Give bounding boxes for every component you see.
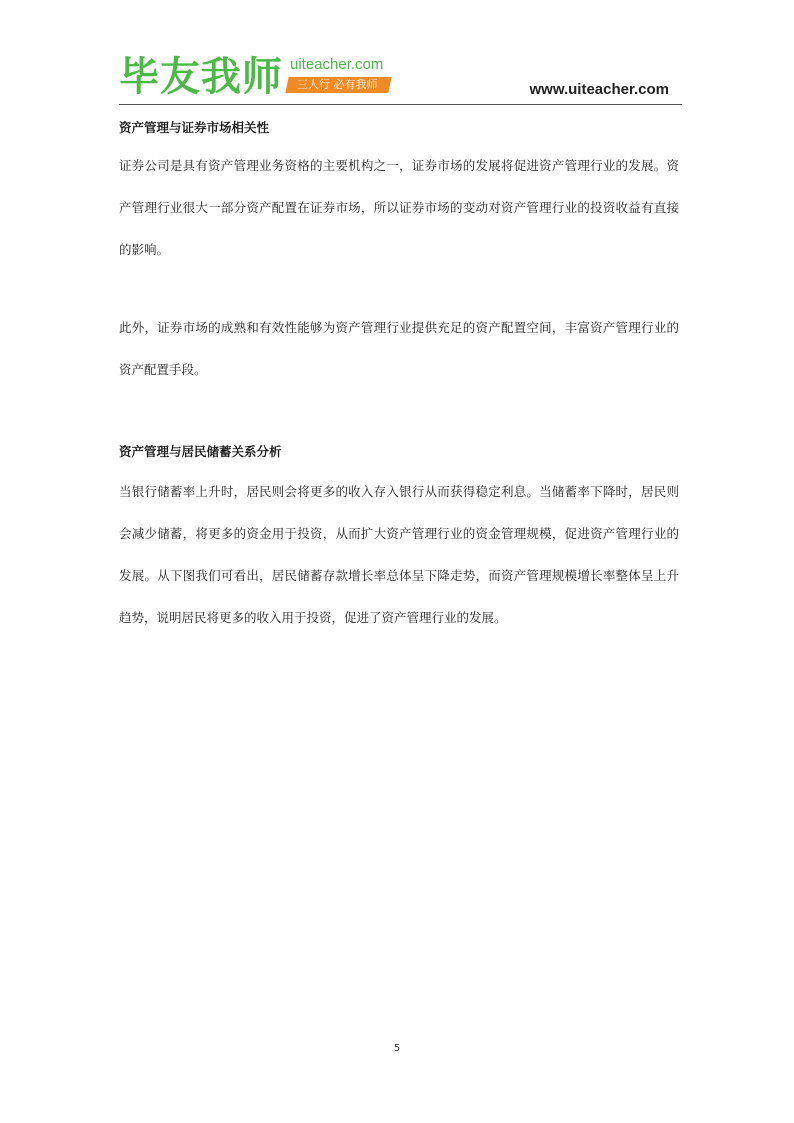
document-body — [119, 117, 679, 639]
section-title: 资产管理与居民储蓄关系分析 — [119, 444, 282, 459]
header-divider — [119, 104, 682, 105]
logo-tagline-badge — [285, 77, 391, 93]
logo-chinese-text: 毕友我师 — [119, 54, 283, 100]
logo-domain-text: uiteacher.com — [290, 56, 384, 73]
paragraph: 证券公司是具有资产管理业务资格的主要机构之一，证券市场的发展将促进资产管理行业的发展。资产管理行业很大一部分资产配置在证券市场，所以证券市场的变动对资产管理行业的投资收益有直接的影响。 — [119, 158, 679, 257]
paragraph: 当银行储蓄率上升时，居民则会将更多的收入存入银行从而获得稳定利息。当储蓄率下降时，居民则会减少储蓄，将更多的资金用于投资，从而扩大资产管理行业的资金管理规模，促进资产管理行业的发展。从下图我们可看出，居民储蓄存款增长率总体呈下降走势，而资产管理规模增长率整体呈上升趋势，说明居民将更多的收入用于投资，促进了资产管理行业的发展。 — [119, 484, 679, 625]
spacer — [119, 391, 679, 427]
logo-tagline-text: 三人行 必有我师 — [297, 78, 378, 91]
site-url: www.uiteacher.com — [529, 81, 669, 98]
paragraph: 此外，证券市场的成熟和有效性能够为资产管理行业提供充足的资产配置空间，丰富资产管理行业的资产配置手段。 — [119, 320, 679, 377]
page-header — [0, 0, 794, 110]
spacer — [119, 271, 679, 307]
page-number: 5 — [393, 1043, 401, 1054]
section-title: 资产管理与证券市场相关性 — [119, 120, 270, 135]
